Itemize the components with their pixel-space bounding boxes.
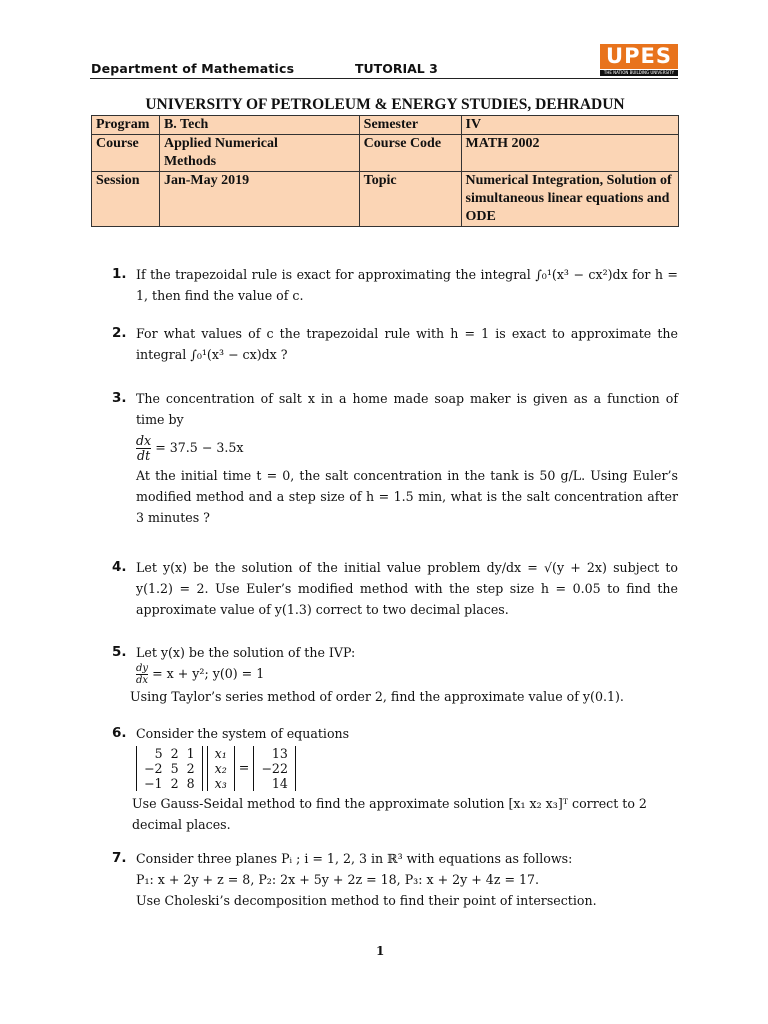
question-text-continued: Use Choleski’s decomposition method to find their point of intersection. [136,893,597,908]
question-1 [112,264,678,306]
plane-equations: P₁: x + 2y + z = 8, P₂: 2x + 5y + 2z = 18, P₃: x + 2y + 4z = 17. [136,872,540,887]
course-code-label: Course Code [359,135,461,172]
equation-rhs: = x + y²; y(0) = 1 [152,666,265,681]
question-text: Let y(x) be the solution of the initial value problem dy/dx = √(y + 2x) subject to y(1.2) = 2. Use Euler’s modified method with the step size h = 0.05 to find the approximate value of y(1.3) correct to two decimal places. [136,560,678,617]
department-heading: Department of Mathematics [91,61,295,76]
topic-value: Numerical Integration, Solution of simultaneous linear equations and ODE [461,172,679,227]
question-number: 5. [112,644,127,660]
header-rule [90,78,678,79]
semester-label: Semester [359,116,461,135]
equation [136,663,678,686]
question-text: Let y(x) be the solution of the IVP: [136,645,356,660]
question-text: If the trapezoidal rule is exact for approximating the integral ∫₀¹(x³ − cx²)dx for h = 1, then find the value of c. [136,267,678,303]
question-number: 2. [112,325,127,341]
course-value: Applied Numerical Methods [159,135,359,172]
semester-value: IV [461,116,679,135]
variable-vector: x₁ x₂ x₃ [207,746,235,791]
question-3 [112,388,678,528]
course-code-value: MATH 2002 [461,135,679,172]
question-number: 4. [112,559,127,575]
question-text: Consider the system of equations [136,726,350,741]
question-number: 7. [112,850,127,866]
university-title: UNIVERSITY OF PETROLEUM & ENERGY STUDIES, DEHRADUN [145,96,625,113]
equation-fraction: $\frac{dx}{dt}$ [136,433,152,463]
question-text: Consider three planes Pᵢ ; i = 1, 2, 3 in ℝ³ with equations as follows: [136,851,573,866]
session-value: Jan-May 2019 [159,172,359,227]
question-2 [112,323,678,365]
info-row-program [92,116,679,135]
info-row-session [92,172,679,227]
question-text-continued: Using Taylor’s series method of order 2, find the approximate value of y(0.1). [130,689,624,704]
topic-label: Topic [359,172,461,227]
equation [136,434,678,463]
upes-logo [600,44,678,76]
equation-rhs: = 37.5 − 3.5x [155,440,244,455]
question-7 [112,848,678,911]
question-text-continued: At the initial time t = 0, the salt concentration in the tank is 50 g/L. Using Euler’s modified method and a step size of h = 1.5 min, what is the salt concentration after 3 minutes ? [136,468,678,525]
page-number: 1 [376,944,385,958]
question-text: For what values of c the trapezoidal rule with h = 1 is exact to approximate the integral ∫₀¹(x³ − cx)dx ? [136,326,678,362]
question-text: The concentration of salt x in a home made soap maker is given as a function of time by [136,391,678,427]
question-6 [112,723,678,835]
program-value: B. Tech [159,116,359,135]
info-row-course [92,135,679,172]
equation-fraction: $\frac{dy}{dx}$ [136,663,149,686]
equals-sign: = [238,760,250,775]
course-label: Course [92,135,160,172]
question-number: 1. [112,266,127,282]
question-number: 3. [112,390,127,406]
question-text-continued: Use Gauss-Seidal method to find the approximate solution [x₁ x₂ x₃]ᵀ correct to 2 decimal places. [132,796,647,832]
question-5 [112,642,678,707]
program-label: Program [92,116,160,135]
matrix-equation [136,746,678,791]
tutorial-heading: TUTORIAL 3 [355,61,438,76]
session-label: Session [92,172,160,227]
rhs-vector: 13 −22 14 [253,746,296,791]
logo-tagline: THE NATION BUILDING UNIVERSITY [600,70,678,76]
question-4 [112,557,678,620]
coefficient-matrix: 5 2 1 −2 5 2 −1 2 8 [136,746,203,791]
course-info-table [91,115,679,227]
logo-text: UPES [600,44,678,69]
question-number: 6. [112,725,127,741]
